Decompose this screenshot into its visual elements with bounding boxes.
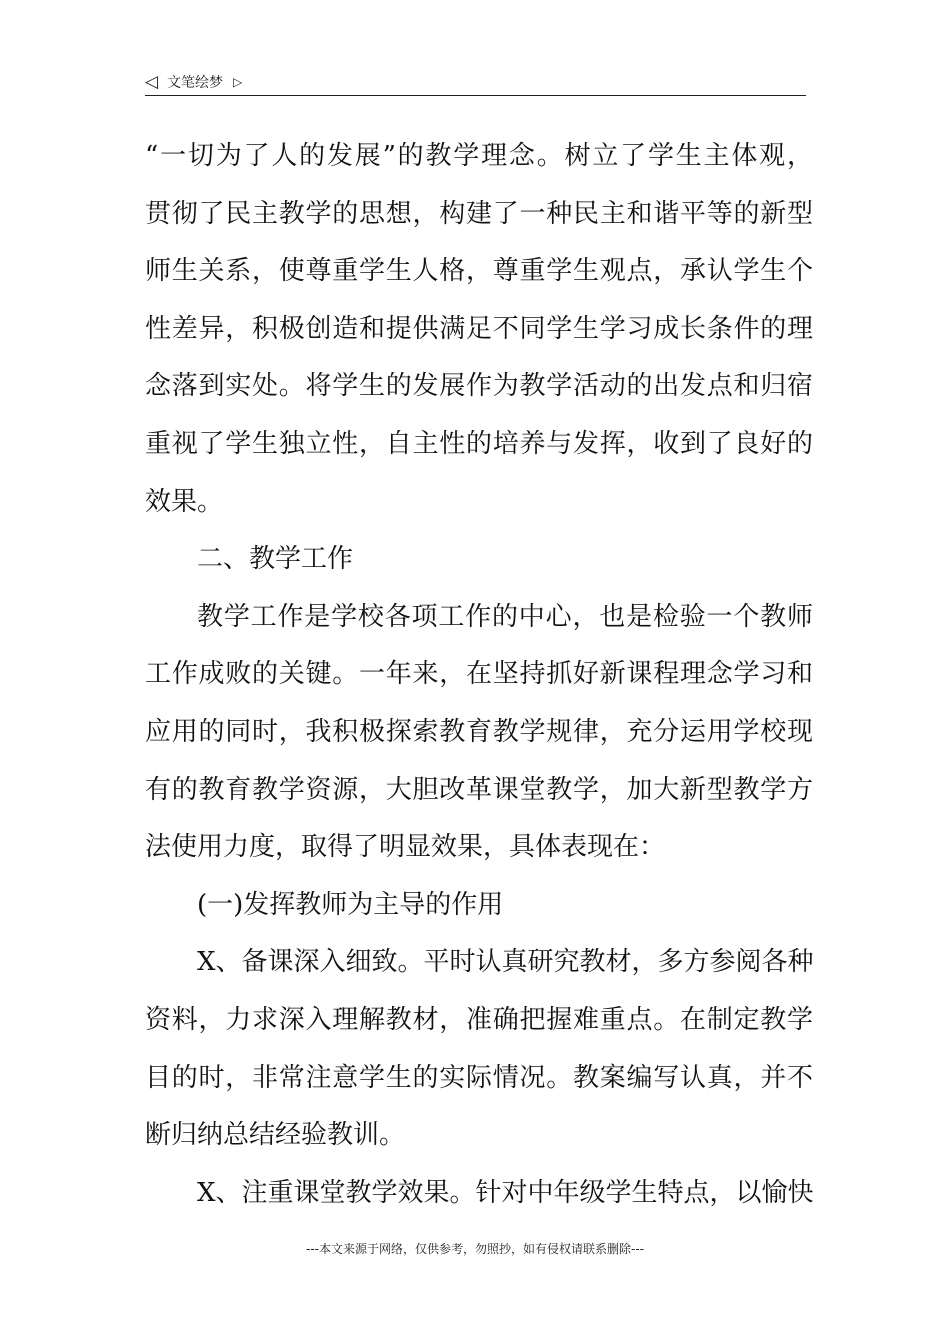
page-header (145, 70, 806, 96)
triangle-left-icon: ◁ (145, 72, 159, 92)
section-heading: 二、教学工作 (197, 544, 354, 575)
body-line: X、注重课堂教学效果。针对中年级学生特点，以愉快 (197, 1177, 814, 1208)
body-line: 性差异，积极创造和提供满足不同学生学习成长条件的理 (145, 313, 813, 344)
subsection-heading: (一)发挥教师为主导的作用 (197, 889, 504, 920)
body-line: 工作成败的关键。一年来，在坚持抓好新课程理念学习和 (145, 659, 813, 690)
body-line: 教学工作是学校各项工作的中心，也是检验一个教师 (197, 601, 813, 632)
body-line: 贯彻了民主教学的思想，构建了一种民主和谐平等的新型 (145, 198, 813, 229)
body-line: X、备课深入细致。平时认真研究教材，多方参阅各种 (197, 947, 814, 978)
document-body (145, 128, 813, 1222)
body-line: 法使用力度，取得了明显效果，具体表现在： (145, 832, 666, 863)
body-line: 应用的同时，我积极探索教育教学规律，充分运用学校现 (145, 716, 813, 747)
header-title: 文笔绘梦 (167, 75, 223, 91)
body-line: 重视了学生独立性，自主性的培养与发挥，收到了良好的 (145, 428, 813, 459)
body-line: 断归纳总结经验教训。 (145, 1120, 406, 1151)
body-line: 有的教育教学资源，大胆改革课堂教学，加大新型教学方 (145, 774, 813, 805)
body-line: 效果。 (145, 486, 224, 517)
triangle-right-icon: ▷ (233, 75, 243, 89)
body-line: “一切为了人的发展”的教学理念。树立了学生主体观， (145, 141, 813, 171)
body-line: 目的时，非常注意学生的实际情况。教案编写认真，并不 (145, 1062, 813, 1093)
body-line: 师生关系，使尊重学生人格，尊重学生观点，承认学生个 (145, 256, 813, 287)
body-line: 念落到实处。将学生的发展作为教学活动的出发点和归宿 (145, 371, 813, 402)
body-line: 资料，力求深入理解教材，准确把握难重点。在制定教学 (145, 1004, 813, 1035)
header-rule (145, 95, 806, 96)
page-footer: ---本文来源于网络，仅供参考，勿照抄，如有侵权请联系删除--- (306, 1242, 644, 1256)
